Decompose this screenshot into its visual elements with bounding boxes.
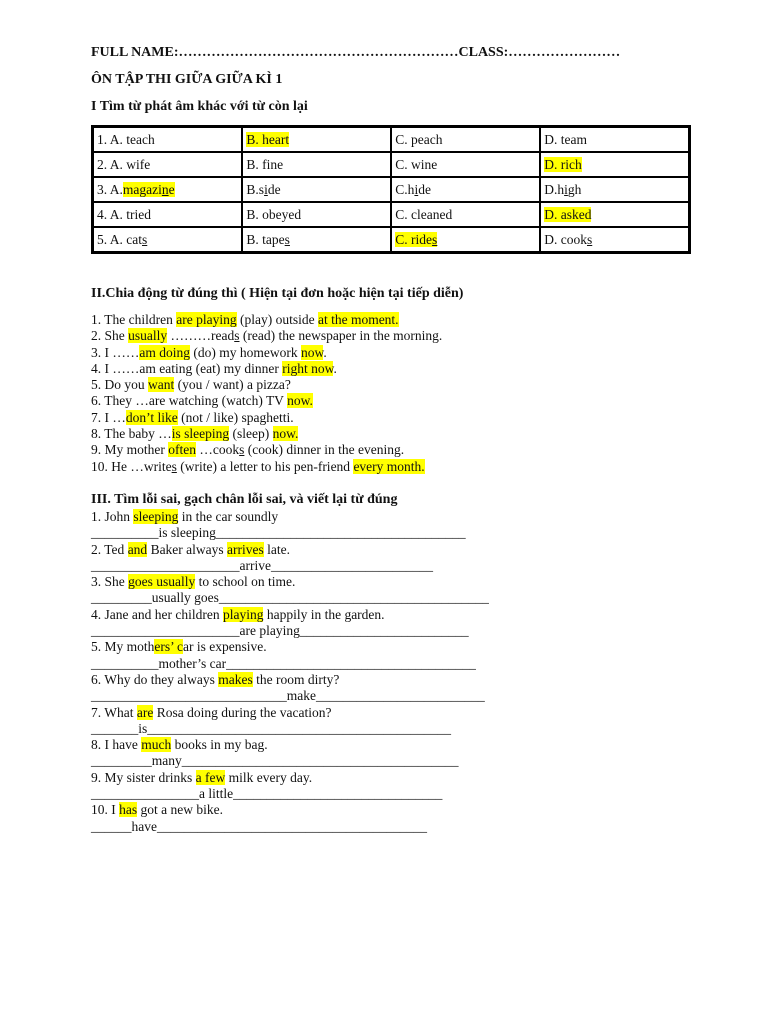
text-segment: want — [148, 377, 175, 393]
text-segment: s — [234, 328, 240, 344]
list-item — [91, 393, 442, 409]
pronunciation-table — [91, 125, 691, 254]
text-segment: much — [141, 737, 172, 753]
text-segment: playing — [222, 606, 264, 622]
text-segment: 3. A. — [97, 181, 123, 197]
text-segment: (read) the newspaper in the morning. — [239, 328, 443, 344]
text-segment: ………read — [167, 328, 235, 344]
text-segment: 9. My sister drinks — [91, 769, 196, 785]
text-segment: 8. The baby … — [91, 426, 172, 442]
text-segment: (write) a letter to his pen-friend — [176, 458, 354, 474]
table-cell — [540, 227, 689, 252]
table-cell — [93, 227, 242, 252]
answer-line: ______have________________________________________ — [91, 818, 427, 834]
text-segment: C.h — [395, 181, 415, 197]
text-segment: 7. I … — [91, 409, 126, 425]
text-segment: in the car soundly — [178, 509, 279, 524]
text-segment: . — [323, 344, 327, 360]
answer-line: __________is sleeping_____________________________________ — [91, 525, 466, 541]
text-segment: C. ride — [395, 231, 433, 247]
text-segment: i — [564, 181, 568, 197]
table-cell — [93, 177, 242, 202]
list-item — [91, 328, 442, 344]
text-segment: are playing — [176, 312, 237, 327]
text-segment: 3. She — [91, 574, 129, 590]
text-segment: the room dirty? — [252, 671, 340, 687]
list-item — [91, 410, 442, 426]
question-line — [91, 574, 489, 590]
text-segment: 8. I have — [91, 737, 142, 753]
text-segment: (you / want) a pizza? — [174, 377, 291, 393]
text-segment: s — [142, 231, 148, 247]
text-segment: got a new bike. — [137, 802, 223, 818]
text-segment: milk every day. — [225, 769, 313, 785]
table-cell — [391, 227, 540, 252]
text-segment: (not / like) spaghetti. — [177, 409, 294, 425]
text-segment: s — [284, 231, 290, 247]
answer-line: _________usually goes________________________________________ — [91, 590, 489, 606]
text-segment: often — [168, 442, 196, 458]
text-segment: 3. I …… — [91, 344, 140, 360]
text-segment: books in my bag. — [171, 737, 268, 753]
list-item — [91, 377, 442, 393]
text-segment: 7. What — [91, 704, 137, 720]
list-item — [91, 442, 442, 458]
section3-heading: III. Tìm lỗi sai, gạch chân lỗi sai, và viết lại từ đúng — [91, 492, 398, 507]
table-cell — [391, 127, 540, 152]
text-segment: has — [119, 802, 138, 818]
text-segment: Rosa doing during the vacation? — [153, 704, 332, 720]
text-segment: 5. A. cat — [97, 231, 142, 247]
table-row — [93, 202, 689, 227]
text-segment: now. — [272, 426, 299, 442]
text-segment: (cook) dinner in the evening. — [244, 442, 405, 458]
question-line — [91, 770, 489, 786]
question-line — [91, 705, 489, 721]
table-cell — [242, 202, 391, 227]
question-line — [91, 607, 489, 623]
table-cell — [540, 177, 689, 202]
table-cell — [93, 127, 242, 152]
answer-line: _____________________________make_________________________ — [91, 688, 485, 704]
cell-text: C. wine — [395, 156, 438, 172]
table-cell — [391, 152, 540, 177]
table-row — [93, 227, 689, 252]
text-segment: 4. I ……am eating (eat) my dinner — [91, 360, 283, 376]
cell-text: C. peach — [395, 131, 443, 147]
list-item — [91, 459, 442, 475]
text-segment: to school on time. — [195, 574, 296, 590]
text-segment: every month. — [353, 458, 425, 474]
verb-tense-list — [91, 312, 442, 475]
text-segment: 10. He …write — [91, 458, 172, 474]
cell-text: B. fine — [246, 156, 284, 172]
text-segment: 4. Jane and her children — [91, 606, 223, 622]
text-segment: B.s — [246, 181, 265, 197]
answer-line: _______is_____________________________________________ — [91, 720, 452, 736]
text-segment: 6. Why do they always — [91, 671, 219, 687]
text-segment: (do) my homework — [190, 344, 301, 360]
section1-heading: I Tìm từ phát âm khác với từ còn lại — [91, 99, 308, 114]
list-item — [91, 361, 442, 377]
list-item — [91, 345, 442, 361]
answer-line: _________many_________________________________________ — [91, 753, 459, 769]
text-segment: B. tape — [246, 231, 285, 247]
text-segment: arrives — [227, 541, 264, 557]
document-title: ÔN TẬP THI GIỮA GIỮA KÌ 1 — [91, 72, 283, 87]
text-segment: s — [586, 231, 593, 247]
text-segment: 9. My mother — [91, 442, 169, 458]
cell-text: B. heart — [246, 131, 290, 147]
text-segment: n — [161, 181, 169, 197]
text-segment: ar is expensive. — [183, 639, 267, 655]
question-line — [91, 639, 489, 655]
answer-line: ______________________arrive________________________ — [91, 557, 433, 573]
table-row — [93, 177, 689, 202]
table-cell — [540, 152, 689, 177]
text-segment: …cook — [196, 442, 240, 458]
table-cell — [391, 202, 540, 227]
text-segment: 2. Ted — [91, 541, 128, 557]
cell-text: 4. A. tried — [97, 206, 151, 222]
text-segment: late. — [263, 541, 291, 557]
text-segment: (play) outside — [236, 312, 318, 327]
text-segment: 1. John — [91, 509, 134, 524]
table-cell — [242, 127, 391, 152]
text-segment: i — [264, 181, 268, 197]
text-segment: now. — [287, 393, 313, 409]
text-segment: right now — [282, 360, 334, 376]
text-segment: 6. They …are watching (watch) TV — [91, 393, 288, 409]
table-cell — [242, 227, 391, 252]
text-segment: magazi — [122, 181, 162, 197]
text-segment: 10. I — [91, 802, 120, 818]
table-cell — [93, 202, 242, 227]
question-line — [91, 672, 489, 688]
table-row — [93, 152, 689, 177]
text-segment: e — [168, 181, 175, 197]
text-segment: de — [418, 181, 431, 197]
answer-line: __________mother’s car_____________________________________ — [91, 655, 476, 671]
answer-line: ________________a little_______________________________ — [91, 786, 443, 802]
table-cell — [540, 202, 689, 227]
list-item — [91, 426, 442, 442]
text-segment: i — [414, 181, 419, 197]
text-segment: 2. She — [91, 328, 129, 344]
text-segment: s — [171, 458, 177, 474]
text-segment: 5. My moth — [91, 639, 155, 655]
text-segment: at the moment. — [317, 312, 399, 327]
text-segment: s — [432, 231, 438, 247]
question-line — [91, 542, 489, 558]
text-segment: s — [239, 442, 245, 458]
text-segment: a few — [195, 769, 226, 785]
text-segment: 1. The children — [91, 312, 177, 327]
text-segment: happily in the garden. — [263, 606, 385, 622]
cell-text: D. team — [544, 131, 587, 147]
error-correction-list — [91, 509, 489, 835]
table-cell — [391, 177, 540, 202]
question-line — [91, 737, 489, 753]
text-segment: usually — [128, 328, 168, 344]
table-cell — [242, 177, 391, 202]
table-cell — [540, 127, 689, 152]
cell-text: D. rich — [544, 156, 582, 172]
section2-heading: II.Chia động từ đúng thì ( Hiện tại đơn hoặc hiện tại tiếp diễn) — [91, 286, 464, 301]
cell-text: 1. A. teach — [97, 131, 155, 147]
text-segment: are — [136, 704, 154, 720]
question-line — [91, 802, 489, 818]
list-item — [91, 312, 442, 328]
text-segment: don’t like — [125, 409, 178, 425]
cell-text: C. cleaned — [395, 206, 453, 222]
cell-text: D. asked — [544, 206, 592, 222]
question-line — [91, 509, 489, 525]
table-cell — [93, 152, 242, 177]
text-segment: is sleeping — [171, 426, 230, 442]
text-segment: (sleep) — [229, 426, 273, 442]
text-segment: de — [267, 181, 281, 197]
text-segment: now — [300, 344, 324, 360]
full-name-class-line: FULL NAME:……………………………………………………CLASS:…………………… — [91, 45, 621, 60]
cell-text: 2. A. wife — [97, 156, 151, 172]
table-row — [93, 127, 689, 152]
text-segment: am doing — [139, 344, 190, 360]
answer-line: ______________________are playing_________________________ — [91, 623, 469, 639]
text-segment: goes usually — [128, 574, 196, 590]
text-segment: makes — [218, 671, 253, 687]
text-segment: D. cook — [544, 231, 587, 247]
table-cell — [242, 152, 391, 177]
text-segment: D.h — [544, 181, 565, 197]
text-segment: ers’ c — [154, 639, 183, 655]
text-segment: Baker always — [147, 541, 228, 557]
text-segment: 5. Do you — [91, 377, 148, 393]
text-segment: . — [333, 360, 337, 376]
text-segment: gh — [567, 181, 582, 197]
cell-text: B. obeyed — [246, 206, 302, 222]
text-segment: sleeping — [133, 509, 179, 524]
text-segment: and — [127, 541, 148, 557]
